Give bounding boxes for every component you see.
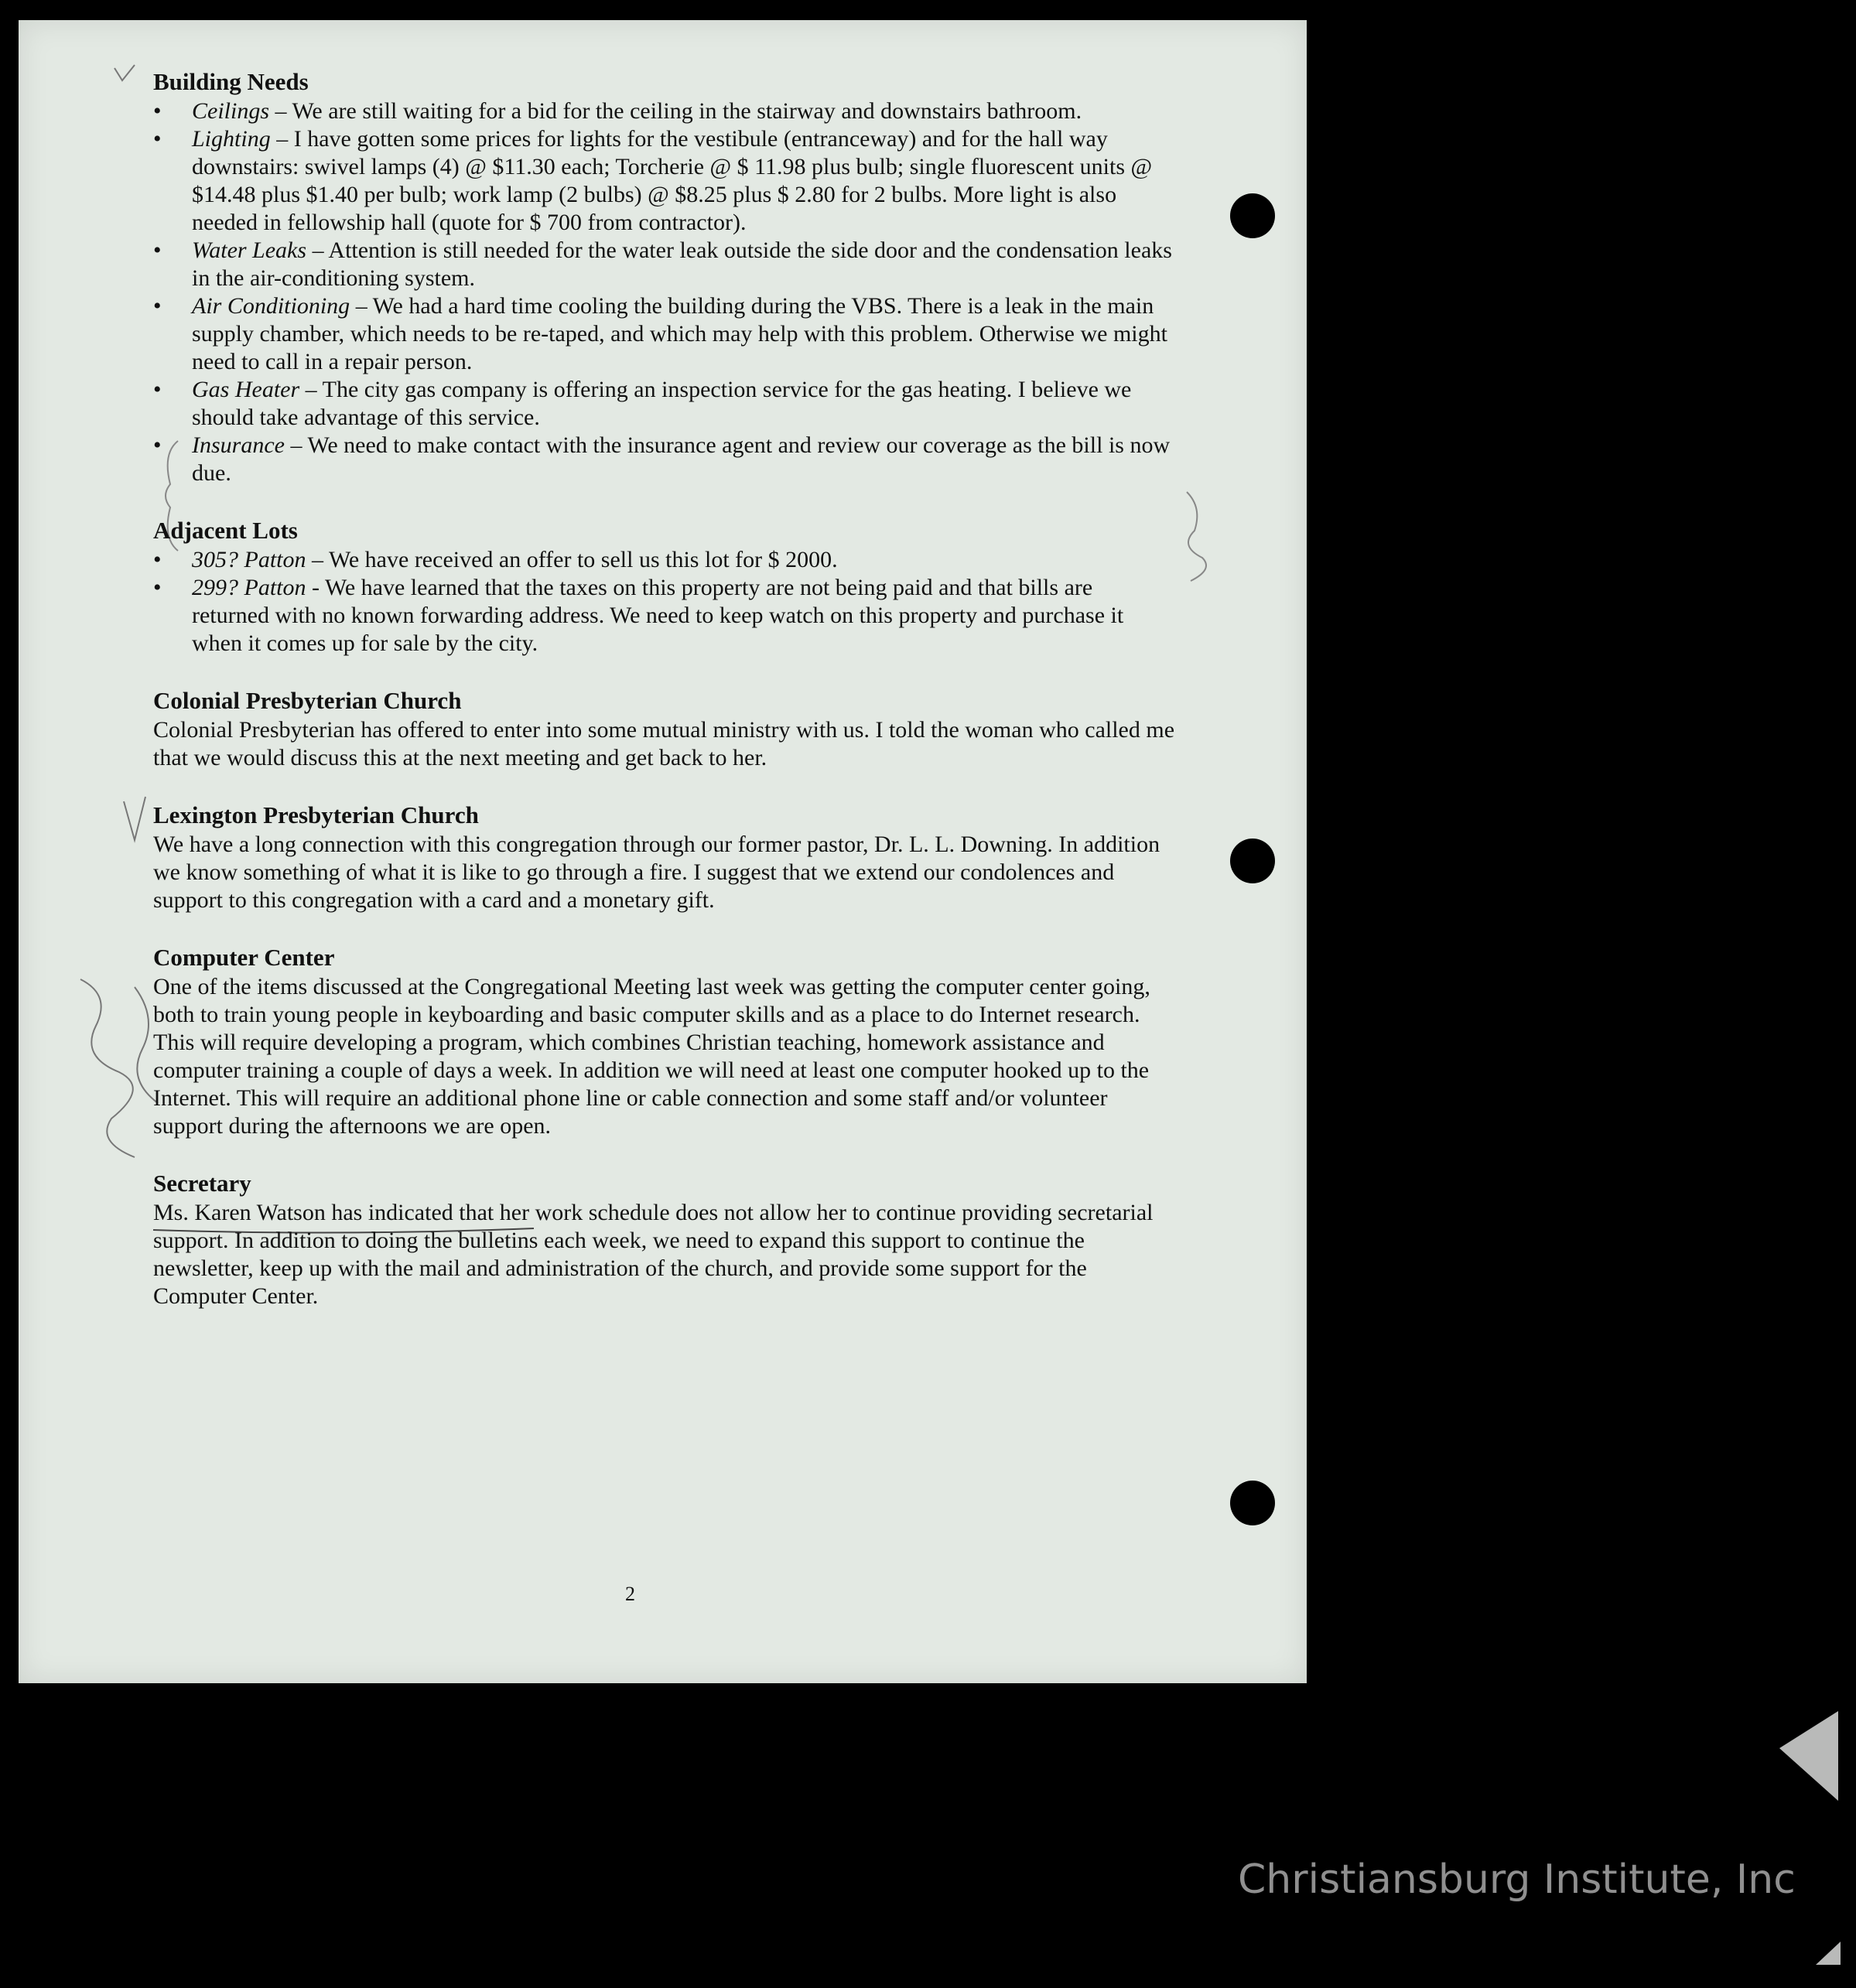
list-item [153, 546, 1174, 574]
section [153, 801, 1174, 914]
item-text: – We have received an offer to sell us this lot for $ 2000. [306, 547, 838, 572]
bullet-icon: • [153, 237, 162, 263]
list-item [153, 376, 1174, 432]
page-number: 2 [625, 1583, 635, 1605]
section [153, 68, 1174, 487]
section-heading: Lexington Presbyterian Church [153, 801, 479, 828]
bullet-icon: • [153, 547, 162, 572]
item-text: - We have learned that the taxes on this property are not being paid and that bills are returned with no known forwarding address. We need to keep watch on this property and purchase it when it comes up for sale by the city. [192, 575, 1124, 656]
section-heading: Colonial Presbyterian Church [153, 687, 462, 714]
triangle-marker-icon [1778, 1710, 1840, 1802]
pencil-check-mark-2 [119, 794, 150, 848]
item-text: – I have gotten some prices for lights for the vestibule (entranceway) and for the hall way downstairs: swivel lamps (4) @ $11.30 each; Torcherie @ $ 11.98 plus bulb; single fluorescent units @ $14.48 plus $1.40 per bulb; work lamp (2 bulbs) @ $8.25 plus $ 2.80 for 2 bulbs. More light is also needed in fellowship hall (quote for $ 700 from contractor). [192, 126, 1153, 235]
section-body: One of the items discussed at the Congregational Meeting last week was getting the computer center going, both to train young people in keyboarding and basic computer skills and as a place to do Internet research. This will require developing a program, which combines Christian teaching, homework assistance and computer training a couple of days a week. In addition we will need at least one computer hooked up to the Internet. This will require an additional phone line or cable connection and some staff and/or volunteer support during the afternoons we are open. [153, 974, 1150, 1139]
document-content [153, 68, 1174, 1340]
section-heading: Adjacent Lots [153, 517, 298, 544]
bullet-icon: • [153, 377, 162, 402]
punch-hole-bottom [1230, 1481, 1275, 1525]
item-term: Lighting [192, 126, 271, 152]
watermark-text: Christiansburg Institute, Inc [1238, 1856, 1796, 1903]
item-term: 299? Patton [192, 575, 306, 600]
bullet-list [153, 97, 1174, 487]
bullet-icon: • [153, 98, 162, 124]
item-term: Ceilings [192, 98, 270, 124]
section-body: Colonial Presbyterian has offered to enter into some mutual ministry with us. I told the woman who called me that we would discuss this at the next meeting and get back to her. [153, 717, 1175, 770]
item-text: – We are still waiting for a bid for the ceiling in the stairway and downstairs bathroom. [269, 98, 1082, 124]
list-item [153, 97, 1174, 125]
item-term: Gas Heater [192, 377, 300, 402]
item-term: 305? Patton [192, 547, 306, 572]
bullet-list [153, 546, 1174, 658]
bullet-icon: • [153, 432, 162, 458]
pencil-check-mark [111, 62, 142, 93]
section-body: We have a long connection with this congregation through our former pastor, Dr. L. L. Downing. In addition we know something of what it is like to go through a fire. I suggest that we extend our condolences and support to this congregation with a card and a monetary gift. [153, 832, 1160, 913]
item-term: Water Leaks [192, 237, 307, 263]
item-term: Air Conditioning [192, 293, 350, 319]
list-item [153, 125, 1174, 237]
section [153, 687, 1174, 772]
bullet-icon: • [153, 575, 162, 600]
section [153, 517, 1174, 658]
list-item [153, 432, 1174, 487]
pencil-scribble-mark [1171, 484, 1225, 585]
section [153, 1170, 1174, 1310]
section-heading: Building Needs [153, 68, 309, 95]
section-heading: Computer Center [153, 944, 335, 971]
list-item [153, 574, 1174, 658]
item-text: – We had a hard time cooling the building during the VBS. There is a leak in the main supply chamber, which needs to be re-taped, and which may help with this problem. Otherwise we might need to call in a repair person. [192, 293, 1167, 374]
list-item [153, 237, 1174, 292]
section-heading: Secretary [153, 1170, 251, 1197]
section [153, 944, 1174, 1140]
punch-hole-middle [1230, 839, 1275, 883]
section-body: Ms. Karen Watson has indicated that her work schedule does not allow her to continue providing secretarial support. In addition to doing the bulletins each week, we need to expand this support to continue the newsletter, keep up with the mail and administration of the church, and provide some support for the Computer Center. [153, 1200, 1154, 1309]
triangle-corner-icon [1814, 1940, 1842, 1966]
item-term: Insurance [192, 432, 285, 458]
item-text: – Attention is still needed for the water leak outside the side door and the condensation leaks in the air-conditioning system. [192, 237, 1172, 291]
punch-hole-top [1230, 193, 1275, 238]
item-text: – The city gas company is offering an inspection service for the gas heating. I believe we should take advantage of this service. [192, 377, 1132, 430]
bullet-icon: • [153, 293, 162, 319]
item-text: – We need to make contact with the insurance agent and review our coverage as the bill is now due. [192, 432, 1171, 486]
bullet-icon: • [153, 126, 162, 152]
list-item [153, 292, 1174, 376]
